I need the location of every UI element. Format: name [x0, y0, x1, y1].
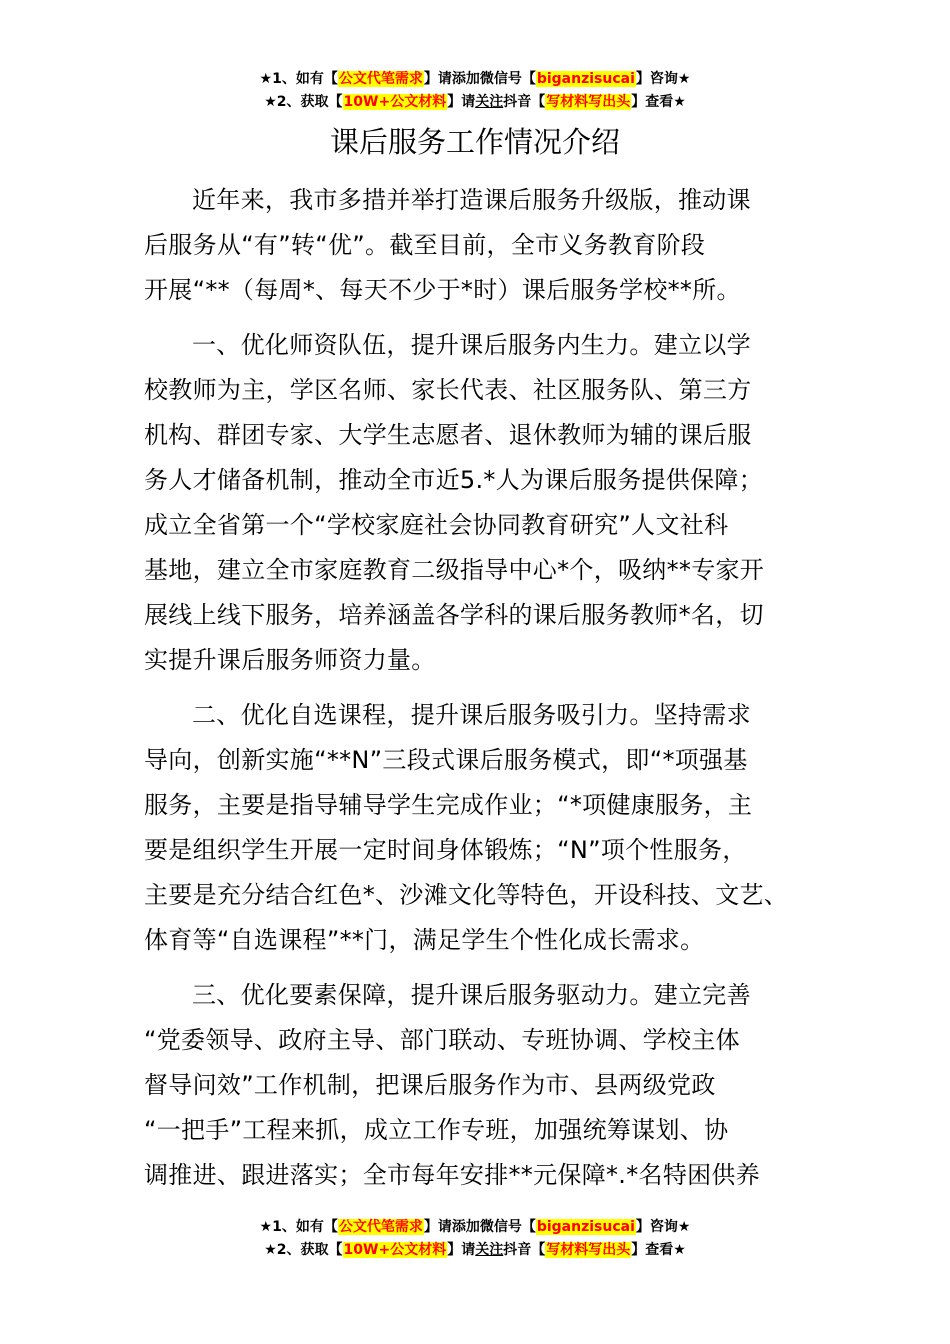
banner-line-2: ★2、获取【10W+公文材料】请关注抖音【写材料写出头】查看★ — [264, 94, 686, 110]
text-line: “一把手”工程来抓，成立工作专班，加强统筹谋划、协 — [144, 1116, 729, 1144]
paragraph-section-1 — [144, 323, 812, 683]
text-line: 三、优化要素保障，提升课后服务驱动力。建立完善 — [192, 981, 751, 1009]
text-line: 务人才储备机制，推动全市近5.*人为课后服务提供保障； — [144, 466, 763, 494]
highlight-douyin-account: 写材料写出头 — [546, 1242, 631, 1258]
highlight-materials: 10W+公文材料 — [343, 1242, 447, 1258]
highlight-materials: 10W+公文材料 — [343, 94, 447, 110]
text-line: 调推进、跟进落实；全市每年安排**元保障*.*名特困供养 — [144, 1161, 761, 1189]
highlight-douyin-account: 写材料写出头 — [546, 94, 631, 110]
highlight-wechat-id: biganzisucai — [536, 1219, 635, 1235]
text-line: 近年来，我市多措并举打造课后服务升级版，推动课 — [192, 186, 751, 214]
text-line: 后服务从“有”转“优”。截至目前，全市义务教育阶段 — [144, 231, 706, 259]
document-title: 课后服务工作情况介绍 — [329, 125, 620, 159]
text-line: 开展“**（每周*、每天不少于*时）课后服务学校**所。 — [144, 276, 741, 304]
highlight-service: 公文代笔需求 — [338, 71, 423, 87]
banner-line-1: ★1、如有【公文代笔需求】请添加微信号【biganzisucai】咨询★ — [259, 1219, 691, 1235]
paragraph-section-3 — [144, 973, 812, 1198]
text-line: 服务，主要是指导辅导学生完成作业；“*项健康服务，主 — [144, 791, 753, 819]
text-line: 机构、群团专家、大学生志愿者、退休教师为辅的课后服 — [144, 421, 752, 449]
highlight-wechat-id: biganzisucai — [536, 71, 635, 87]
text-line: 导向，创新实施“**N”三段式课后服务模式，即“*项强基 — [144, 746, 748, 774]
paragraph-intro — [144, 178, 812, 313]
text-line: 二、优化自选课程，提升课后服务吸引力。坚持需求 — [192, 701, 751, 729]
text-line: 展线上线下服务，培养涵盖各学科的课后服务教师*名，切 — [144, 601, 764, 629]
highlight-service: 公文代笔需求 — [338, 1219, 423, 1235]
header-banner — [0, 68, 950, 114]
paragraph-section-2 — [144, 693, 812, 963]
text-line: 体育等“自选课程”**门，满足学生个性化成长需求。 — [144, 926, 705, 954]
star-icon: ★ — [259, 71, 273, 87]
star-icon: ★ — [264, 1242, 277, 1258]
text-line: 主要是充分结合红色*、沙滩文化等特色，开设科技、文艺、 — [144, 881, 789, 909]
footer-banner — [0, 1216, 950, 1262]
banner-line-2: ★2、获取【10W+公文材料】请关注抖音【写材料写出头】查看★ — [264, 1242, 686, 1258]
star-icon: ★ — [264, 94, 277, 110]
banner-line-1: ★1、如有【公文代笔需求】请添加微信号【biganzisucai】咨询★ — [259, 71, 691, 87]
text-line: 一、优化师资队伍，提升课后服务内生力。建立以学 — [192, 331, 751, 359]
text-line: 督导问效”工作机制，把课后服务作为市、县两级党政 — [144, 1071, 716, 1099]
text-line: “党委领导、政府主导、部门联动、专班协调、学校主体 — [144, 1026, 740, 1054]
text-line: 要是组织学生开展一定时间身体锻炼；“N”项个性服务， — [144, 836, 747, 864]
text-line: 成立全省第一个“学校家庭社会协同教育研究”人文社科 — [144, 511, 729, 539]
text-line: 实提升课后服务师资力量。 — [144, 646, 436, 674]
text-line: 校教师为主，学区名师、家长代表、社区服务队、第三方 — [144, 376, 752, 404]
star-icon: ★ — [259, 1219, 273, 1235]
text-line: 基地，建立全市家庭教育二级指导中心*个，吸纳**专家开 — [144, 556, 765, 584]
document-body — [144, 178, 812, 1208]
